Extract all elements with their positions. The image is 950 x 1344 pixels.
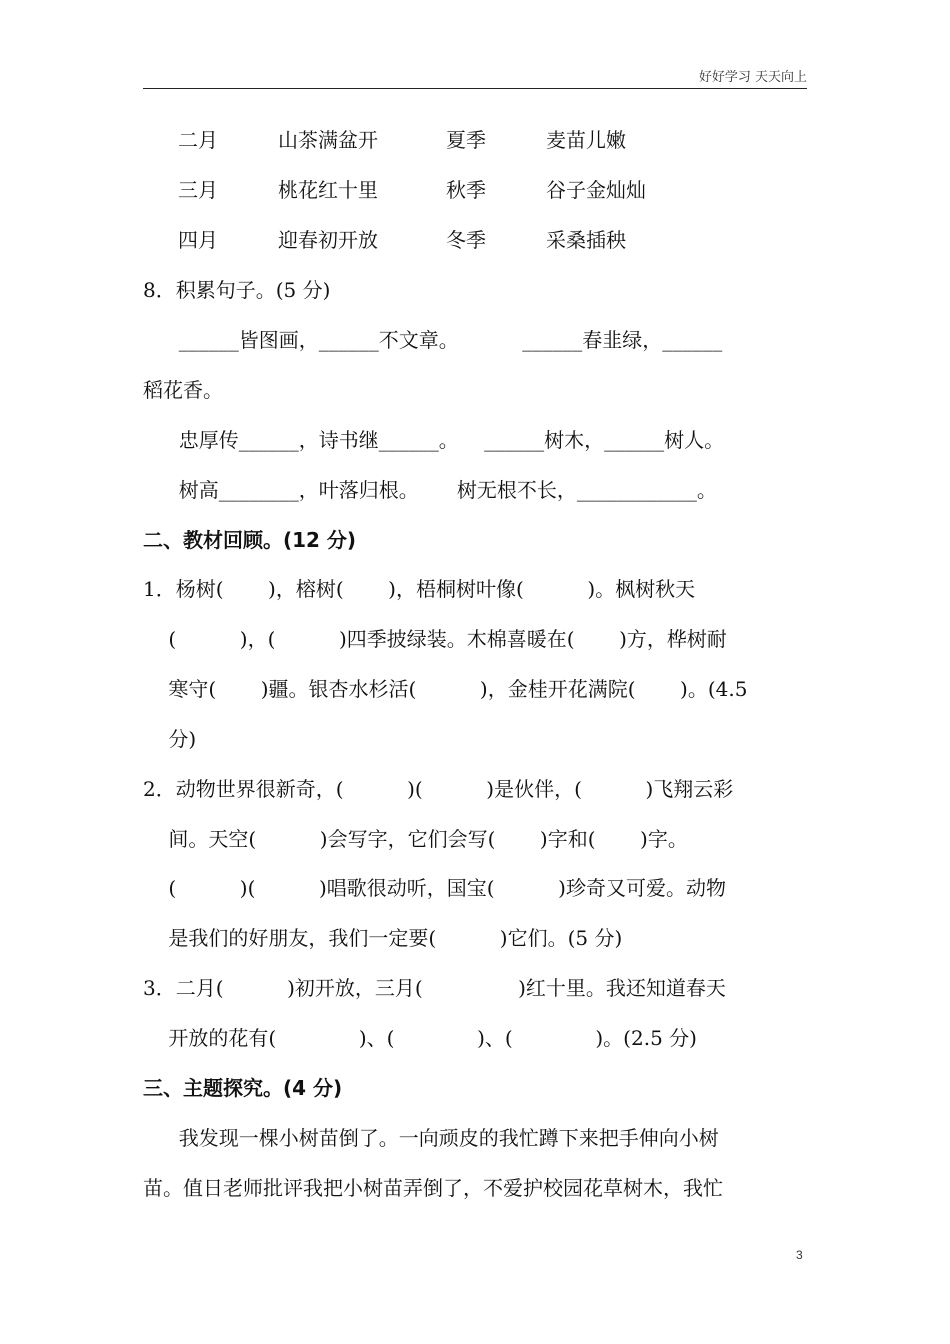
question-8-title: 8．积累句子。(5 分) [143, 278, 331, 302]
page-number: 3 [796, 1248, 803, 1262]
match-cell: 二月 [178, 128, 218, 152]
match-cell: 山茶满盆开 [278, 128, 378, 152]
question-8-line: ______皆图画，______不文章。 ______春韭绿，______ [166, 328, 723, 352]
match-cell: 三月 [178, 178, 218, 202]
section-3-title: 三、主题探究。(4 分) [143, 1076, 343, 1100]
question-line: 开放的花有( )、( )、( )。(2.5 分) [143, 1026, 697, 1050]
match-cell: 麦苗儿嫩 [546, 128, 626, 152]
match-cell: 冬季 [446, 228, 486, 252]
page-header [143, 66, 807, 89]
question-line: 2．动物世界很新奇，( )( )是伙伴，( )飞翔云彩 [143, 777, 734, 801]
match-cell: 采桑插秧 [546, 228, 626, 252]
question-8-line: 稻花香。 [143, 378, 223, 402]
question-line: 3．二月( )初开放，三月( )红十里。我还知道春天 [143, 976, 726, 1000]
match-cell: 桃花红十里 [278, 178, 378, 202]
question-line: 寒守( )疆。银杏水杉活( )，金桂开花满院( )。(4.5 [143, 677, 748, 701]
question-line: 间。天空( )会写字，它们会写( )字和( )字。 [143, 827, 688, 851]
question-line: ( )，( )四季披绿装。木棉喜暖在( )方，桦树耐 [143, 627, 727, 651]
match-cell: 四月 [178, 228, 218, 252]
question-line: ( )( )唱歌很动听，国宝( )珍奇又可爱。动物 [143, 876, 726, 900]
match-cell: 谷子金灿灿 [546, 178, 646, 202]
match-cell: 夏季 [446, 128, 486, 152]
header-slogan: 好好学习 天天向上 [698, 70, 807, 85]
question-line: 1．杨树( )，榕树( )，梧桐树叶像( )。枫树秋天 [143, 577, 696, 601]
match-cell: 秋季 [446, 178, 486, 202]
question-line: 是我们的好朋友，我们一定要( )它们。(5 分) [143, 926, 623, 950]
question-8-line: 忠厚传______，诗书继______。 ______树木，______树人。 [166, 428, 725, 452]
paragraph-line: 苗。值日老师批评我把小树苗弄倒了，不爱护校园花草树木，我忙 [143, 1176, 723, 1200]
paragraph-line: 我发现一棵小树苗倒了。一向顽皮的我忙蹲下来把手伸向小树 [166, 1126, 719, 1150]
section-2-title: 二、教材回顾。(12 分) [143, 528, 357, 552]
question-line: 分) [143, 727, 197, 751]
question-8-line: 树高________，叶落归根。 树无根不长，____________。 [166, 478, 717, 502]
match-cell: 迎春初开放 [278, 228, 378, 252]
